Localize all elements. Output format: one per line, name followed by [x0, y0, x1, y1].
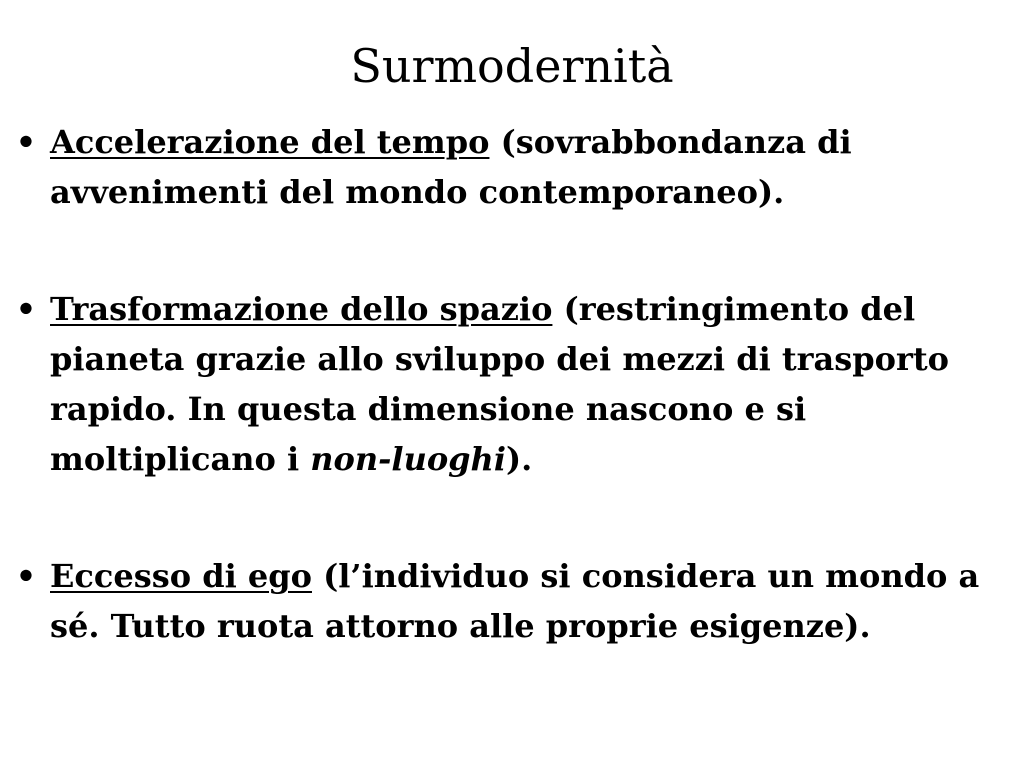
bullet-point-icon: •	[15, 557, 37, 595]
bullet-text: (l’individuo si considera un mondo a sé. Tutto ruota attorno alle proprie esigenze).	[50, 557, 980, 645]
bullet-text-end: ).	[505, 440, 533, 478]
bullet-term: Trasformazione dello spazio	[50, 290, 553, 328]
bullet-point-icon: •	[15, 123, 37, 161]
bullet-term: Eccesso di ego	[50, 557, 312, 595]
bullet-item-space-transformation	[0, 284, 1024, 484]
bullet-list	[0, 117, 1024, 651]
bullet-item-ego-excess	[0, 551, 1024, 651]
slide-title: Surmodernità	[350, 39, 674, 93]
bullet-term: Accelerazione del tempo	[50, 123, 490, 161]
bullet-text: (restringimento del pianeta grazie allo sviluppo dei mezzi di trasporto rapido. In questa dimensione nascono e si moltiplicano i	[50, 290, 949, 478]
bullet-emphasis: non-luoghi	[310, 440, 506, 478]
bullet-point-icon: •	[15, 290, 37, 328]
bullet-item-time-acceleration	[0, 117, 1024, 217]
bullet-text: (sovrabbondanza di avvenimenti del mondo contemporaneo).	[50, 123, 852, 211]
